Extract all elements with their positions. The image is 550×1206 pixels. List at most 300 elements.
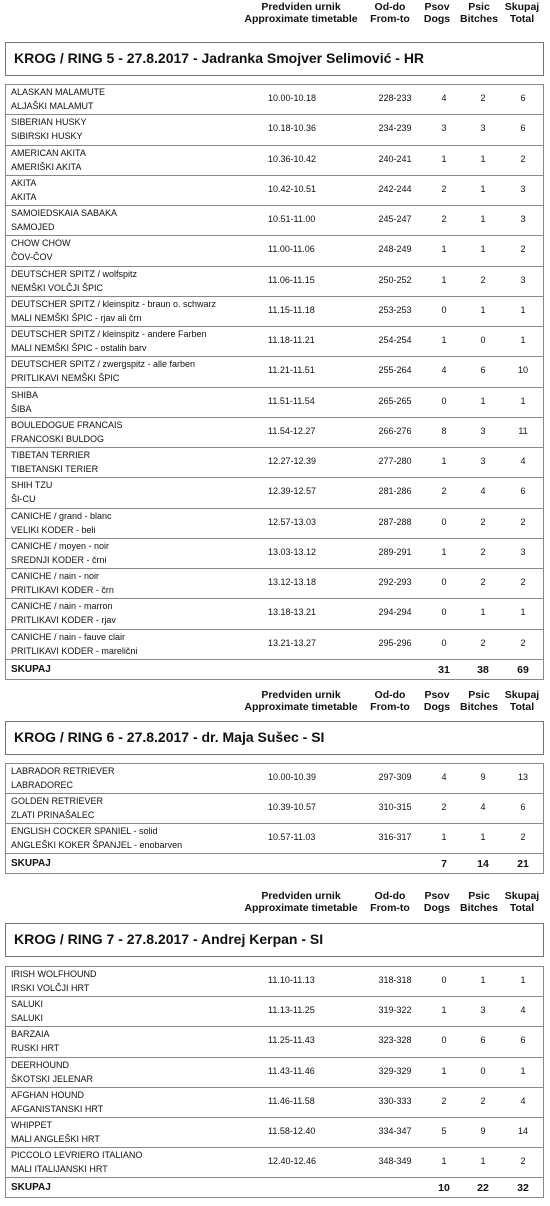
bitches-count: 2 xyxy=(480,274,486,285)
time-slot: 12.57-13.03 xyxy=(268,516,317,527)
column-total-header xyxy=(499,690,545,713)
total-count: 3 xyxy=(520,183,526,194)
bitches-count: 2 xyxy=(480,1095,486,1106)
column-total-label: Skupaj xyxy=(504,890,540,902)
dogs-count: 1 xyxy=(441,546,447,557)
dogs-count: 2 xyxy=(441,214,447,224)
catalog-range: 266-276 xyxy=(378,425,412,436)
bitches-count: 9 xyxy=(480,772,486,782)
total-count: 4 xyxy=(520,1005,526,1016)
summary-total: 21 xyxy=(517,858,529,870)
catalog-range: 297-309 xyxy=(378,772,412,782)
total-count: 4 xyxy=(520,456,526,466)
column-dogs-header xyxy=(417,891,457,914)
catalog-range: 348-349 xyxy=(378,1156,412,1167)
table-row xyxy=(6,115,543,145)
time-slot: 10.39-10.57 xyxy=(268,802,317,812)
breed-name: LABRADOR RETRIEVER xyxy=(11,766,115,776)
dogs-count: 1 xyxy=(441,1005,447,1016)
dogs-count: 2 xyxy=(441,486,447,497)
time-slot: 11.25-11.43 xyxy=(268,1035,315,1046)
bitches-count: 6 xyxy=(480,1035,486,1046)
dogs-count: 1 xyxy=(441,1065,447,1076)
bitches-count: 3 xyxy=(480,1005,486,1016)
catalog-range: 234-239 xyxy=(378,123,412,134)
bitches-count: 3 xyxy=(480,123,486,134)
breed-name: CANICHE / grand - blanc xyxy=(11,510,112,521)
table-row xyxy=(6,794,543,824)
total-count: 1 xyxy=(520,1065,526,1076)
summary-row xyxy=(6,660,543,680)
bitches-count: 2 xyxy=(480,637,486,648)
table-row xyxy=(6,1148,543,1178)
bitches-count: 1 xyxy=(480,304,486,315)
dogs-count: 1 xyxy=(441,1156,447,1167)
dogs-count: 8 xyxy=(441,425,447,436)
catalog-range: 330-333 xyxy=(378,1095,412,1106)
bitches-count: 1 xyxy=(480,395,486,406)
catalog-range: 228-233 xyxy=(378,93,412,103)
column-range-label-en: From-to xyxy=(370,700,410,713)
dogs-count: 4 xyxy=(441,772,447,782)
breed-table xyxy=(5,966,544,1198)
column-dogs-header xyxy=(417,2,457,25)
bitches-count: 2 xyxy=(480,516,486,527)
breed-name: DEUTSCHER SPITZ / wolfspitz xyxy=(11,268,138,279)
time-slot: 11.10-11.13 xyxy=(268,975,315,985)
column-total-header xyxy=(499,2,545,25)
column-bitches-header xyxy=(455,2,503,25)
dogs-count: 0 xyxy=(441,577,447,587)
dogs-count: 2 xyxy=(441,802,447,812)
catalog-range: 323-328 xyxy=(378,1035,412,1046)
bitches-count: 2 xyxy=(480,577,486,587)
dogs-count: 1 xyxy=(441,832,447,842)
table-row xyxy=(6,1058,543,1088)
summary-label: SKUPAJ xyxy=(11,663,51,675)
summary-label: SKUPAJ xyxy=(11,1182,51,1194)
total-count: 2 xyxy=(520,832,526,842)
table-row xyxy=(6,297,543,327)
total-count: 1 xyxy=(520,975,526,985)
breed-local-name: PRITLIKAVI KODER - marelični xyxy=(11,645,138,656)
catalog-range: 240-241 xyxy=(378,153,412,164)
column-dogs-label: Psov xyxy=(424,1,450,13)
catalog-range: 334-347 xyxy=(378,1125,412,1136)
bitches-count: 1 xyxy=(480,153,486,164)
breed-local-name: SALUKI xyxy=(11,1013,44,1024)
dogs-count: 3 xyxy=(441,123,447,134)
summary-bitches: 14 xyxy=(477,858,489,870)
time-slot: 10.42-10.51 xyxy=(268,183,317,194)
time-slot: 11.21-11.51 xyxy=(268,365,315,376)
dogs-count: 1 xyxy=(441,335,447,345)
catalog-range: 253-253 xyxy=(378,304,412,315)
breed-name: SIBERIAN HUSKY xyxy=(11,117,87,128)
total-count: 6 xyxy=(520,123,526,134)
column-time-label-en: Approximate timetable xyxy=(244,700,358,713)
column-bitches-label: Psic xyxy=(468,1,490,13)
column-range-header xyxy=(362,891,418,914)
column-total-label-en: Total xyxy=(509,901,535,914)
table-row xyxy=(6,206,543,236)
breed-local-name: LABRADOREC xyxy=(11,780,74,790)
breed-local-name: MALI NEMŠKI ŠPIC - rjav ali črn xyxy=(11,312,142,323)
total-count: 2 xyxy=(520,153,526,164)
breed-local-name: VELIKI KODER - beli xyxy=(11,524,96,535)
summary-dogs: 31 xyxy=(438,663,450,676)
time-slot: 10.51-11.00 xyxy=(268,214,316,224)
total-count: 2 xyxy=(520,1156,526,1167)
breed-name: CANICHE / moyen - noir xyxy=(11,540,110,551)
time-slot: 11.13-11.25 xyxy=(268,1005,315,1016)
table-row xyxy=(6,146,543,176)
breed-local-name: FRANCOSKI BULDOG xyxy=(11,433,105,444)
total-count: 1 xyxy=(520,607,526,618)
breed-name: WHIPPET xyxy=(11,1119,53,1130)
dogs-count: 1 xyxy=(441,274,447,285)
time-slot: 11.00-11.06 xyxy=(268,244,315,255)
breed-name: TIBETAN TERRIER xyxy=(11,450,91,460)
ring-title: KROG / RING 7 - 27.8.2017 - Andrej Kerpan - SI xyxy=(14,931,324,947)
column-dogs-label-en: Dogs xyxy=(423,700,451,713)
column-time-label-en: Approximate timetable xyxy=(244,12,358,25)
column-bitches-label-en: Bitches xyxy=(460,12,498,25)
breed-name: GOLDEN RETRIEVER xyxy=(11,796,104,806)
table-row xyxy=(6,357,543,387)
dogs-count: 2 xyxy=(441,183,447,194)
bitches-count: 1 xyxy=(480,832,486,842)
column-range-header xyxy=(362,2,418,25)
dogs-count: 1 xyxy=(441,153,447,164)
table-row xyxy=(6,599,543,629)
catalog-range: 254-254 xyxy=(378,335,412,345)
catalog-range: 245-247 xyxy=(378,214,412,224)
breed-local-name: PRITLIKAVI KODER - črn xyxy=(11,585,114,595)
time-slot: 10.00-10.18 xyxy=(268,93,317,103)
dogs-count: 0 xyxy=(441,637,447,648)
catalog-range: 295-296 xyxy=(378,637,412,648)
total-count: 6 xyxy=(520,1035,526,1046)
breed-name: SHIH TZU xyxy=(11,480,53,491)
breed-local-name: ŠKOTSKI JELENAR xyxy=(11,1073,94,1084)
breed-name: AMERICAN AKITA xyxy=(11,147,86,158)
total-count: 11 xyxy=(518,425,528,436)
column-total-label-en: Total xyxy=(509,700,535,713)
time-slot: 12.39-12.57 xyxy=(268,486,317,497)
table-row xyxy=(6,764,543,794)
column-time-header xyxy=(236,690,366,713)
breed-name: CANICHE / nain - noir xyxy=(11,571,100,581)
column-total-label-en: Total xyxy=(509,12,535,25)
breed-local-name: ŠI-CU xyxy=(11,494,36,505)
breed-name: PICCOLO LEVRIERO ITALIANO xyxy=(11,1150,143,1161)
summary-total: 32 xyxy=(517,1182,529,1195)
column-range-label: Od-do xyxy=(374,890,406,902)
table-row xyxy=(6,569,543,599)
column-bitches-header xyxy=(455,891,503,914)
dogs-count: 1 xyxy=(441,244,447,255)
total-count: 6 xyxy=(520,93,526,103)
column-dogs-header xyxy=(417,690,457,713)
breed-name: ALASKAN MALAMUTE xyxy=(11,87,106,97)
column-dogs-label: Psov xyxy=(424,890,450,902)
bitches-count: 4 xyxy=(480,802,486,812)
breed-local-name: SIBIRSKI HUSKY xyxy=(11,131,83,142)
time-slot: 13.21-13.27 xyxy=(268,637,317,648)
column-range-header xyxy=(362,690,418,713)
bitches-count: 6 xyxy=(480,365,486,376)
ring-title-box xyxy=(5,721,544,755)
summary-dogs: 7 xyxy=(441,858,447,870)
table-row xyxy=(6,267,543,297)
dogs-count: 5 xyxy=(441,1125,447,1136)
time-slot: 11.46-11.58 xyxy=(268,1095,315,1106)
column-range-label: Od-do xyxy=(374,1,406,13)
summary-row xyxy=(6,854,543,874)
table-row xyxy=(6,327,543,357)
ring-title-box xyxy=(5,42,544,76)
column-bitches-header xyxy=(455,690,503,713)
catalog-range: 250-252 xyxy=(378,274,412,285)
table-row xyxy=(6,176,543,206)
bitches-count: 1 xyxy=(480,1156,486,1167)
catalog-range: 319-322 xyxy=(378,1005,412,1016)
table-row xyxy=(6,509,543,539)
breed-local-name: ALJAŠKI MALAMUT xyxy=(11,101,94,111)
breed-name: SALUKI xyxy=(11,999,44,1010)
ring-title-box xyxy=(5,923,544,957)
dogs-count: 0 xyxy=(441,607,447,618)
total-count: 13 xyxy=(517,772,528,782)
column-time-label: Predviden urnik xyxy=(261,890,341,902)
breed-name: DEUTSCHER SPITZ / kleinspitz - braun o. schwarz xyxy=(11,298,217,309)
breed-name: DEUTSCHER SPITZ / zwergspitz - alle farben xyxy=(11,359,196,370)
breed-name: IRISH WOLFHOUND xyxy=(11,969,97,979)
breed-local-name: MALI ANGLEŠKI HRT xyxy=(11,1133,100,1144)
breed-local-name: IRSKI VOLČJI HRT xyxy=(11,983,90,993)
table-row xyxy=(6,824,543,854)
breed-name: SHIBA xyxy=(11,389,39,400)
dogs-count: 0 xyxy=(441,516,447,527)
column-bitches-label-en: Bitches xyxy=(460,901,498,914)
summary-dogs: 10 xyxy=(438,1182,450,1195)
summary-bitches: 38 xyxy=(477,663,489,676)
breed-table xyxy=(5,763,544,874)
total-count: 2 xyxy=(520,516,526,527)
catalog-range: 318-318 xyxy=(378,975,412,985)
breed-table xyxy=(5,84,544,680)
table-row xyxy=(6,1027,543,1057)
table-row xyxy=(6,630,543,660)
bitches-count: 1 xyxy=(480,975,486,985)
time-slot: 10.18-10.36 xyxy=(268,123,317,134)
time-slot: 10.00-10.39 xyxy=(268,772,317,782)
dogs-count: 0 xyxy=(441,1035,447,1046)
breed-local-name: SAMOJED xyxy=(11,222,55,232)
column-time-header xyxy=(236,891,366,914)
time-slot: 11.43-11.46 xyxy=(268,1065,315,1076)
summary-label: SKUPAJ xyxy=(11,858,51,869)
column-time-label-en: Approximate timetable xyxy=(244,901,358,914)
total-count: 14 xyxy=(517,1125,528,1136)
dogs-count: 4 xyxy=(441,93,447,103)
dogs-count: 0 xyxy=(441,975,447,985)
time-slot: 10.57-11.03 xyxy=(268,832,316,842)
breed-name: AKITA xyxy=(11,177,37,188)
time-slot: 12.40-12.46 xyxy=(268,1156,317,1167)
catalog-range: 265-265 xyxy=(378,395,412,406)
breed-name: DEUTSCHER SPITZ / kleinspitz - andere Farben xyxy=(11,329,207,339)
breed-local-name: SREDNJI KODER - črni xyxy=(11,554,107,565)
bitches-count: 3 xyxy=(480,425,486,436)
column-bitches-label: Psic xyxy=(468,890,490,902)
time-slot: 12.27-12.39 xyxy=(268,456,317,466)
dogs-count: 1 xyxy=(441,456,447,466)
bitches-count: 2 xyxy=(480,546,486,557)
breed-local-name: RUSKI HRT xyxy=(11,1043,60,1054)
total-count: 2 xyxy=(520,637,526,648)
bitches-count: 3 xyxy=(480,456,486,466)
breed-local-name: ANGLEŠKI KOKER ŠPANJEL - enobarven xyxy=(11,840,183,850)
bitches-count: 0 xyxy=(480,335,486,345)
breed-name: ENGLISH COCKER SPANIEL - solid xyxy=(11,826,158,836)
column-range-label-en: From-to xyxy=(370,12,410,25)
breed-name: SAMOIEDSKAIA SABAKA xyxy=(11,208,118,218)
catalog-range: 242-244 xyxy=(378,183,412,194)
table-row xyxy=(6,539,543,569)
breed-name: BARZAIA xyxy=(11,1029,50,1040)
column-total-header xyxy=(499,891,545,914)
total-count: 1 xyxy=(520,304,526,315)
time-slot: 13.12-13.18 xyxy=(268,577,317,587)
total-count: 10 xyxy=(517,365,528,376)
catalog-range: 329-329 xyxy=(378,1065,412,1076)
catalog-range: 277-280 xyxy=(378,456,412,466)
breed-local-name: ČOV-ČOV xyxy=(11,252,53,263)
total-count: 3 xyxy=(520,214,526,224)
breed-local-name: TIBETANSKI TERIER xyxy=(11,464,99,474)
column-header xyxy=(0,0,550,40)
time-slot: 11.06-11.15 xyxy=(268,274,315,285)
breed-name: BOULEDOGUE FRANCAIS xyxy=(11,419,123,430)
total-count: 6 xyxy=(520,486,526,497)
column-total-label: Skupaj xyxy=(504,1,540,13)
time-slot: 13.03-13.12 xyxy=(268,546,317,557)
time-slot: 11.58-12.40 xyxy=(268,1125,316,1136)
column-bitches-label-en: Bitches xyxy=(460,700,498,713)
bitches-count: 9 xyxy=(480,1125,486,1136)
column-dogs-label: Psov xyxy=(424,689,450,701)
bitches-count: 1 xyxy=(480,214,486,224)
breed-name: CHOW CHOW xyxy=(11,238,71,249)
catalog-range: 292-293 xyxy=(378,577,412,587)
table-row xyxy=(6,85,543,115)
time-slot: 11.18-11.21 xyxy=(268,335,315,345)
table-row xyxy=(6,388,543,418)
table-row xyxy=(6,1118,543,1148)
bitches-count: 1 xyxy=(480,183,486,194)
total-count: 1 xyxy=(520,395,526,406)
catalog-range: 310-315 xyxy=(378,802,412,812)
time-slot: 11.54-12.27 xyxy=(268,425,316,436)
breed-local-name: PRITLIKAVI KODER - rjav xyxy=(11,615,116,626)
catalog-range: 289-291 xyxy=(378,546,412,557)
column-range-label-en: From-to xyxy=(370,901,410,914)
total-count: 1 xyxy=(520,335,526,345)
breed-local-name: AMERIŠKI AKITA xyxy=(11,161,82,172)
table-row xyxy=(6,1088,543,1118)
total-count: 2 xyxy=(520,244,526,255)
total-count: 4 xyxy=(520,1095,526,1106)
column-total-label: Skupaj xyxy=(504,689,540,701)
catalog-range: 287-288 xyxy=(378,516,412,527)
catalog-range: 255-264 xyxy=(378,365,412,376)
catalog-range: 248-249 xyxy=(378,244,412,255)
bitches-count: 2 xyxy=(480,93,486,103)
breed-local-name: NEMŠKI VOLČJI ŠPIC xyxy=(11,282,104,293)
column-time-header xyxy=(236,2,366,25)
time-slot: 13.18-13.21 xyxy=(268,607,317,618)
breed-local-name: MALI ITALIJANSKI HRT xyxy=(11,1164,108,1175)
breed-local-name: AFGANISTANSKI HRT xyxy=(11,1103,104,1114)
summary-bitches: 22 xyxy=(477,1182,489,1195)
column-dogs-label-en: Dogs xyxy=(423,12,451,25)
breed-name: CANICHE / nain - fauve clair xyxy=(11,631,126,642)
column-time-label: Predviden urnik xyxy=(261,1,341,13)
dogs-count: 4 xyxy=(441,365,447,376)
breed-local-name: ZLATI PRINAŠALEC xyxy=(11,810,95,820)
time-slot: 11.15-11.18 xyxy=(268,304,315,315)
breed-name: CANICHE / nain - marron xyxy=(11,601,113,612)
table-row xyxy=(6,448,543,478)
summary-row xyxy=(6,1178,543,1198)
bitches-count: 1 xyxy=(480,607,486,618)
total-count: 2 xyxy=(520,577,526,587)
bitches-count: 4 xyxy=(480,486,486,497)
dogs-count: 2 xyxy=(441,1095,447,1106)
time-slot: 10.36-10.42 xyxy=(268,153,317,164)
total-count: 6 xyxy=(520,802,526,812)
column-time-label: Predviden urnik xyxy=(261,689,341,701)
table-row xyxy=(6,478,543,508)
breed-local-name: AKITA xyxy=(11,191,37,202)
breed-name: AFGHAN HOUND xyxy=(11,1089,85,1100)
breed-local-name: ŠIBA xyxy=(11,403,32,414)
bitches-count: 1 xyxy=(480,244,486,255)
column-bitches-label: Psic xyxy=(468,689,490,701)
catalog-range: 281-286 xyxy=(378,486,412,497)
summary-total: 69 xyxy=(517,663,529,676)
table-row xyxy=(6,418,543,448)
table-row xyxy=(6,997,543,1027)
breed-local-name: MALI NEMŠKI ŠPIC - ostalih barv xyxy=(11,343,147,353)
breed-name: DEERHOUND xyxy=(11,1059,70,1070)
column-range-label: Od-do xyxy=(374,689,406,701)
dogs-count: 0 xyxy=(441,395,447,406)
breed-local-name: PRITLIKAVI NEMŠKI ŠPIC xyxy=(11,373,120,384)
table-row xyxy=(6,236,543,266)
table-row xyxy=(6,967,543,997)
catalog-range: 294-294 xyxy=(378,607,412,618)
ring-title: KROG / RING 6 - 27.8.2017 - dr. Maja Sušec - SI xyxy=(14,729,325,745)
time-slot: 11.51-11.54 xyxy=(268,395,315,406)
catalog-range: 316-317 xyxy=(378,832,412,842)
dogs-count: 0 xyxy=(441,304,447,315)
total-count: 3 xyxy=(520,546,526,557)
ring-title: KROG / RING 5 - 27.8.2017 - Jadranka Smojver Selimović - HR xyxy=(14,50,425,66)
bitches-count: 0 xyxy=(480,1065,486,1076)
